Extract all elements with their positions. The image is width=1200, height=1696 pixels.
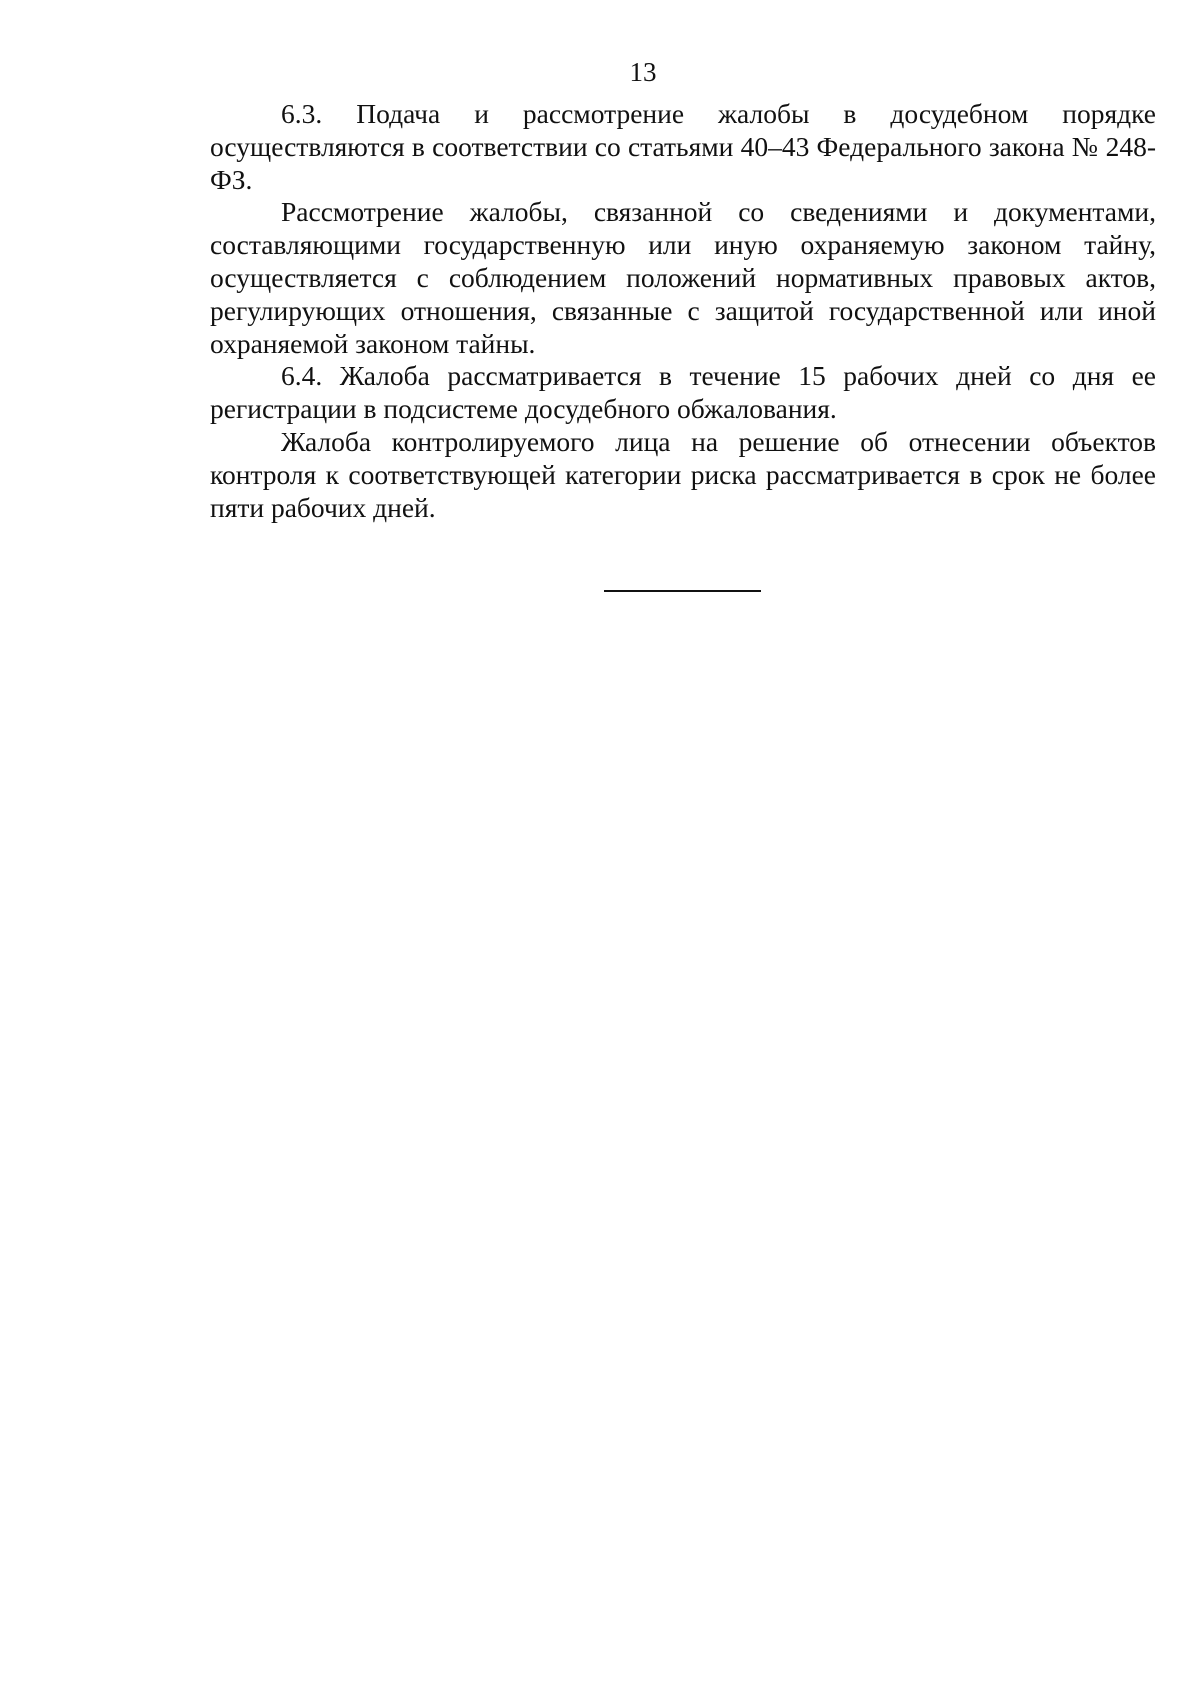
end-of-text-rule <box>604 590 761 592</box>
paragraph-6-3: 6.3. Подача и рассмотрение жалобы в досудебном порядке осуществляются в соответствии со статьями 40–43 Федерального закона № 248-ФЗ. <box>210 98 1156 195</box>
paragraph-confidential-review: Рассмотрение жалобы, связанной со сведениями и документами, составляющими государственную или иную охраняемую законом тайну, осуществляется с соблюдением положений нормативных правовых актов, регулирующих отношения, связанные с защитой государственной или иной охраняемой законом тайны. <box>210 196 1156 359</box>
paragraph-risk-category-complaint: Жалоба контролируемого лица на решение об отнесении объектов контроля к соответствующей категории риска рассматривается в срок не более пяти рабочих дней. <box>210 425 1156 523</box>
paragraph-6-4: 6.4. Жалоба рассматривается в течение 15 рабочих дней со дня ее регистрации в подсистеме досудебного обжалования. <box>210 360 1156 425</box>
document-body <box>210 98 1156 524</box>
page-number: 13 <box>629 57 657 87</box>
